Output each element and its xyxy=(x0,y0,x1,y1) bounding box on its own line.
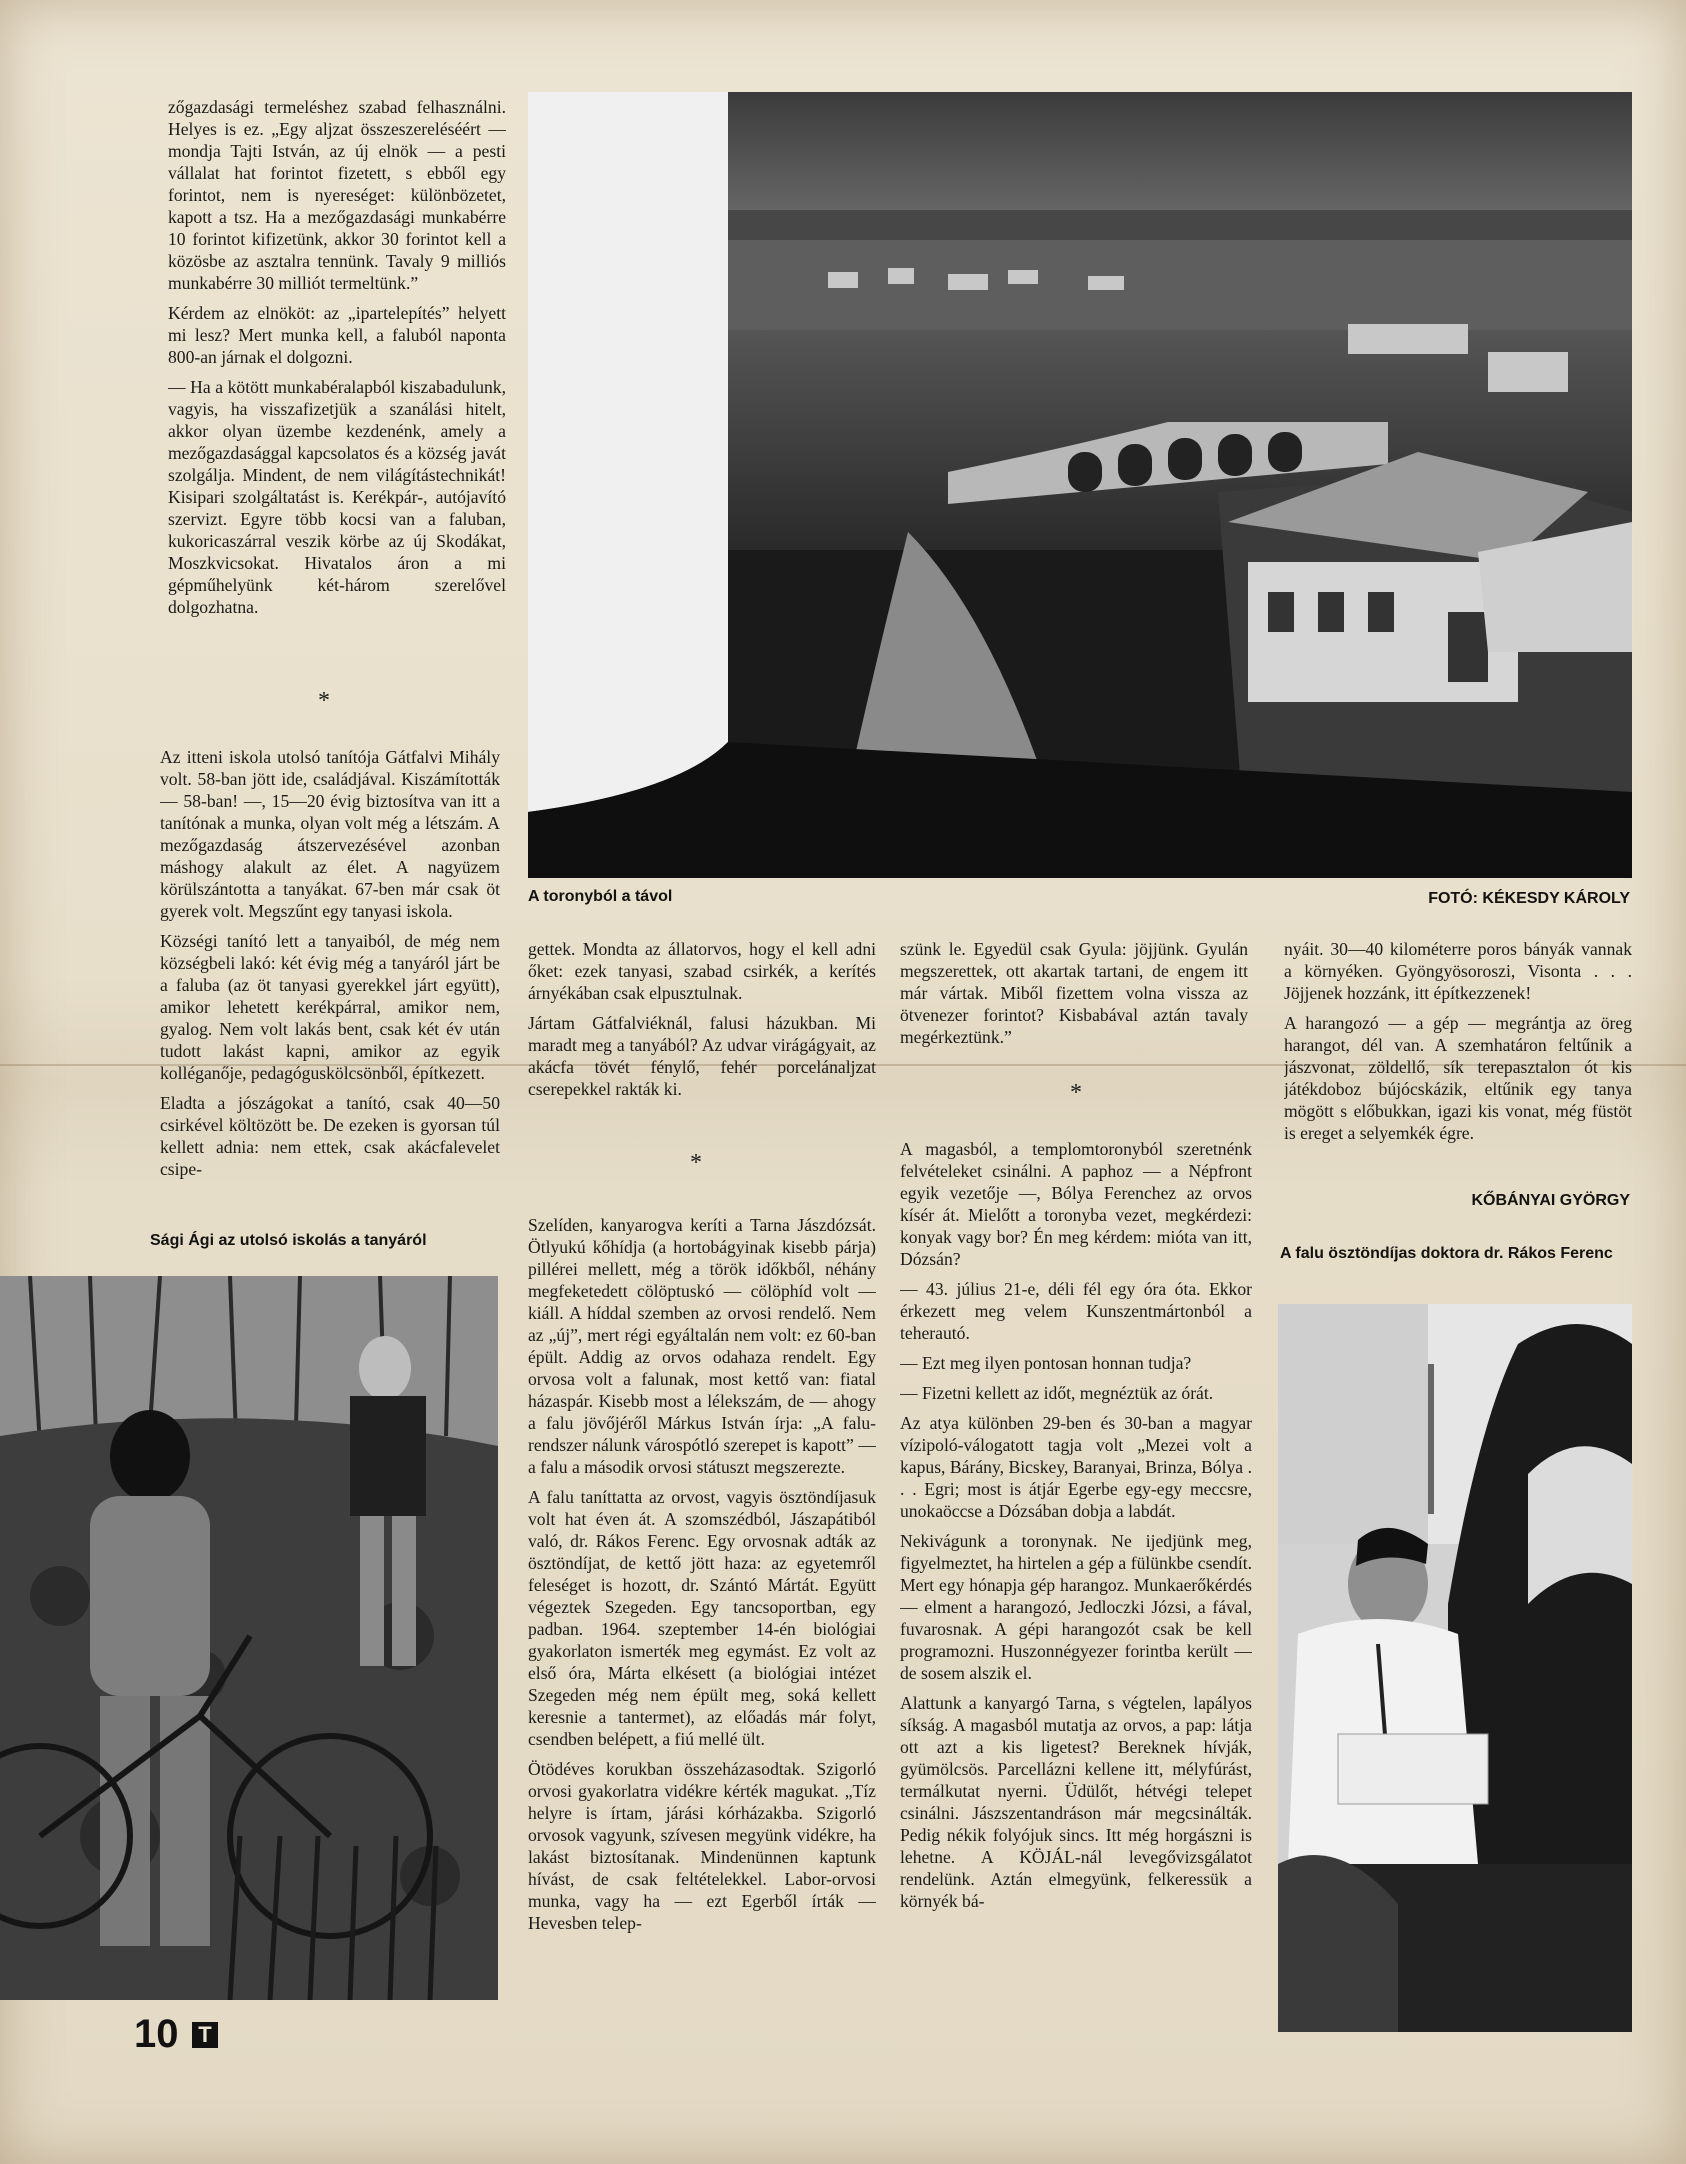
section-separator: * xyxy=(1070,1080,1082,1106)
column-3-top xyxy=(900,938,1248,1062)
column-1-middle xyxy=(160,746,500,1212)
paragraph: nyáit. 30—40 kilométerre poros bányák vannak a környéken. Gyöngyösoroszi, Visonta . . . Jöjjenek hozzánk, itt építkezzenek! xyxy=(1284,939,1632,1003)
paragraph: Az atya különben 29-ben és 30-ban a magyar vízipoló-válogatott tagja volt „Mezei volt a kapus, Bárány, Bicskey, Baranyai, Brinza, Bólya . . . Egri; most is átjár Egerbe egy-egy meccsre, unokaöccse a Dózsában dobja a labdát. xyxy=(900,1413,1252,1521)
photo-pupil-with-bicycle xyxy=(0,1276,498,2000)
photo-village-from-tower xyxy=(528,92,1632,878)
magazine-logo xyxy=(192,2022,218,2048)
column-1-top xyxy=(168,96,506,662)
paragraph: szünk le. Egyedül csak Gyula: jöjjünk. Gyulán megszerettek, ott akartak tartani, de engem itt már vártak. Miből fizettem volna vissza az ötvenezer forintot? Kisbabával aztán tavaly megérkeztünk.” xyxy=(900,939,1248,1047)
caption-doctor: A falu ösztöndíjas doktora dr. Rákos Ferenc xyxy=(1280,1245,1613,1262)
village-photo-graphic xyxy=(528,92,1632,878)
section-separator: * xyxy=(690,1150,702,1176)
paragraph: — 43. július 21-e, déli fél egy óra óta. Ekkor érkezett meg velem Kunszentmártonból a teherautó. xyxy=(900,1279,1252,1343)
caption-pupil: Sági Ági az utolsó iskolás a tanyáról xyxy=(150,1232,427,1249)
paragraph: Községi tanító lett a tanyaiból, de még nem községbeli lakó: két évig még a tanyáról járt be a faluba (az öt tanyasi gyerekkel járt együtt), amikor lehetett kerékpárral, amikor nem, gyalog. Nem volt lakás bent, csak két év után tudott lakást kapni, amikor az egyik kolléganője, pedagóguskölcsönből, építkezett. xyxy=(160,931,500,1083)
paragraph: Alattunk a kanyargó Tarna, s végtelen, lapályos síkság. A magasból mutatja az orvos, a pap: látja ott azt a kis ligetest? Bereknek hívják, gyümölcsös. Parcellázni kellene itt, mélyfúrást, termálkutat nyerni. Üdülőt, hétvégi telepet csinálni. Jászszentandráson már megcsinálták. Pedig nékik folyójuk sincs. Itt még horgászni is lehetne. A KÖJÁL-nál levegővizsgálatot rendelünk. Aztán elmegyünk, felkeressük a környék bá- xyxy=(900,1693,1252,1911)
photo-credit: FOTÓ: KÉKESDY KÁROLY xyxy=(1428,890,1630,907)
paragraph: gettek. Mondta az állatorvos, hogy el kell adni őket: ezek tanyasi, szabad csirkék, a kerítés árnyékában csak elpusztulnak. xyxy=(528,939,876,1003)
doctor-photo-graphic xyxy=(1278,1304,1632,2032)
column-4 xyxy=(1284,938,1632,1188)
page-number: 10 xyxy=(134,2012,179,2056)
paragraph: Az itteni iskola utolsó tanítója Gátfalvi Mihály volt. 58-ban jött ide, családjával. Kiszámították — 58-ban! —, 15—20 évig biztosítva van itt a tanítónak a munka, olyan volt még a létszám. A mezőgazdaság átszervezésével azonban máshogy alakult az élet. A nagyüzem körülszántotta a tanyákat. 67-ben már csak öt gyerek volt. Megszűnt egy tanyasi iskola. xyxy=(160,747,500,921)
column-2-top xyxy=(528,938,876,1140)
pupil-photo-graphic xyxy=(0,1276,498,2000)
author-byline: KŐBÁNYAI GYÖRGY xyxy=(1471,1192,1630,1209)
paragraph: Nekivágunk a toronynak. Ne ijedjünk meg, figyelmeztet, ha hirtelen a gép a fülünkbe csendít. Mert egy hónapja gép harangoz. Munkaerőkérdés — elment a harangozó, Jedloczki Józsi, a fával, fuvarosnak. A gépi harangozót csak be kell programozni. Huszonnégyezer forintba került — de sosem alszik el. xyxy=(900,1531,1252,1683)
paragraph: Szelíden, kanyarogva keríti a Tarna Jászdózsát. Ötlyukú kőhídja (a hortobágyinak kisebb párja) pillérei mellett, még a török időkből, néhány megfeketedett cölöptuskó — cölöphíd volt — kiáll. A híddal szemben az orvosi rendelő. Nem az „új”, mert régi egyáltalán nem volt: ez 60-ban épült. Addig az orvos odahaza rendelt. Egy orvosa volt a falunak, most kettő van: fiatal házaspár. Kisebb most a lélekszám, de — ahogy a falu jövőjéről Márkus István írja: „A falu-rendszer nálunk várospótló szerepet is kapott” — a falu a második orvosi státuszt megszerezte. xyxy=(528,1215,876,1477)
paragraph: — Fizetni kellett az időt, megnéztük az órát. xyxy=(900,1383,1214,1403)
paragraph: — Ezt meg ilyen pontosan honnan tudja? xyxy=(900,1353,1192,1373)
paragraph: A falu taníttatta az orvost, vagyis ösztöndíjasuk volt hat éven át. A szomszédból, Jászapátiból való, dr. Rákos Ferenc. Egy orvosnak adták az ösztöndíjat, de kettő jött haza: az egyetemről feleséget is hozott, dr. Szántó Mártát. Együtt végeztek Szegeden. Egy tancsoportban, egy padban. 1964. szeptember 14-én biológiai gyakorlaton ismerték meg egymást. Ez volt az első óra, Márta elkésett (a biológiai intézet Szegeden még nem épült meg, soká kellett keresnie a tantermet), az előadás már folyt, csendben belépett, a fiú mellé ült. xyxy=(528,1487,876,1749)
paragraph: A harangozó — a gép — megrántja az öreg harangot, dél van. A szemhatáron feltűnik a jászvonat, zöldellő, sík terepasztalon ót kis játékdoboz bújócskázik, eltűnik egy tanya mögött s előbukkan, igazi kis vonat, még füstöt is ereget a selyemkék égre. xyxy=(1284,1013,1632,1143)
section-separator: * xyxy=(318,688,330,714)
column-3-main xyxy=(900,1138,1252,2024)
paragraph: Ötödéves korukban összeházasodtak. Szigorló orvosi gyakorlatra vidékre kérték magukat. „Tíz helyre is írtam, járási kórházakba. Szigorló orvosok vagyunk, szívesen megyünk vidékre, ha lakást biztosítanak. Mindenünnen kaptunk hívást, de csak feltételekkel. Labor-orvosi munka, vagy ha — ezt Egerből írták — Hevesben telep- xyxy=(528,1759,876,1933)
paragraph: Jártam Gátfalviéknál, falusi házukban. Mi maradt meg a tanyából? Az udvar virágágyait, az akácfa tövét fénylő, fehér porcelánaljzat cserepekkel rakták ki. xyxy=(528,1013,876,1099)
paragraph: Eladta a jószágokat a tanító, csak 40—50 csirkével költözött be. De ezeken is gyorsan túl kellett adnia: nem ettek, csak akácfalevelet csipe- xyxy=(160,1093,500,1179)
logo-letter: T xyxy=(198,2022,212,2047)
column-2-main xyxy=(528,1214,876,2026)
paragraph: A magasból, a templomtoronyból szeretnénk felvételeket csinálni. A paphoz — a Népfront egyik vezetője —, Bólya Ferenchez az orvos kísér át. Mielőtt a toronyba vezet, megkérdezi: konyak vagy bor? Én meg kérdem: mióta van itt, Dózsán? xyxy=(900,1139,1252,1269)
paragraph: Kérdem az elnököt: az „ipartelepítés” helyett mi lesz? Mert munka kell, a faluból naponta 800-an járnak el dolgozni. xyxy=(168,303,506,367)
paragraph: zőgazdasági termeléshez szabad felhasználni. Helyes is ez. „Egy aljzat összeszereléséért — mondja Tajti István, az új elnök — a pesti vállalat hat forintot fizetett, s ebből egy forintot, nem is nyereséget: különbözetet, kapott a tsz. Ha a mezőgazdasági munkabérre 10 forintot kifizetünk, akkor 30 forintot kell a közösbe az asztalra tennünk. Tavaly 9 milliós munkabérre 30 milliót termeltünk.” xyxy=(168,97,506,293)
photo-doctor xyxy=(1278,1304,1632,2032)
paragraph: — Ha a kötött munkabéralapból kiszabadulunk, vagyis, ha visszafizetjük a szanálási hitelt, akkor olyan üzembe kezdenénk, amely a mezőgazdasággal kapcsolatos és a község javát szolgálja. Mindent, de nem világítástechnikát! Kisipari szolgáltatást is. Kerékpár-, autójavító szervizt. Egyre több kocsi van a faluban, kukoricaszárral veszik körbe az új Skodákat, Moszkvicsokat. Hivatalos áron a mi gépműhelyünk két-három szerelővel dolgozhatna. xyxy=(168,377,506,617)
caption-tower: A toronyból a távol xyxy=(528,888,673,905)
